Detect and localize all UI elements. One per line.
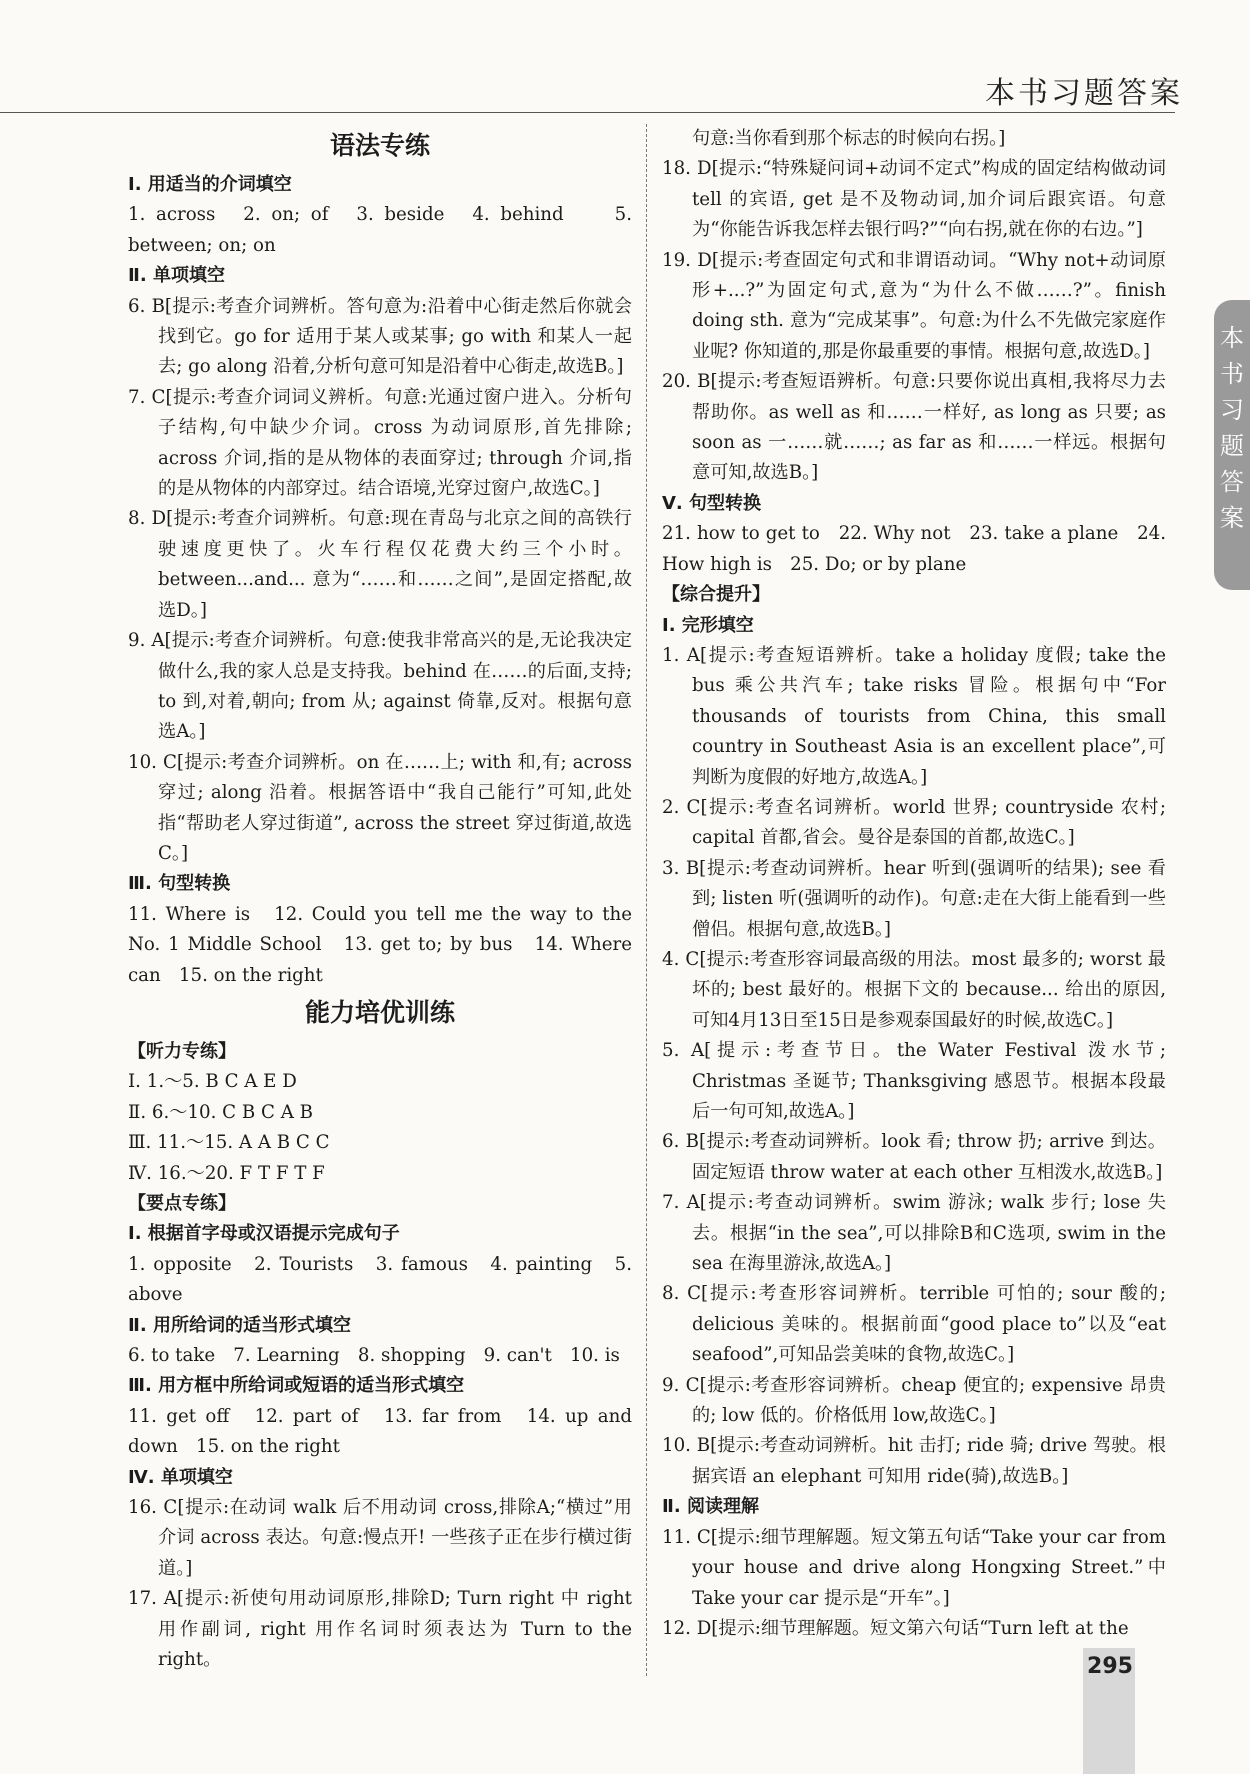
- answer-item: 7. C[提示:考查介词词义辨析。句意:光通过窗户进入。分析句子结构,句中缺少介词。cross 为动词原形,首先排除; across 介词,指的是从物体的表面穿过; through 介词,指的是从物体的内部穿过。结合语境,光穿过窗户,故选C。]: [128, 386, 632, 500]
- right-column: [662, 124, 1166, 1644]
- answer-item: 18. D[提示:“特殊疑问词+动词不定式”构成的固定结构做动词 tell 的宾语, get 是不及物动词,加介词后跟宾语。句意为“你能告诉我怎样去银行吗?”“向右拐,就在你的右边。”]: [662, 158, 1166, 241]
- answer-item: 4. C[提示:考查形容词最高级的用法。most 最多的; worst 最坏的; best 最好的。根据下文的 because... 给出的原因,可知4月13日至15日是参观泰国最好的时候,故选C。]: [662, 948, 1166, 1031]
- answer-item: 7. A[提示:考查动词辨析。swim 游泳; walk 步行; lose 失去。根据“in the sea”,可以排除B和C选项, swim in the sea 在海里游泳,故选A。]: [662, 1192, 1166, 1275]
- answer-item: 9. A[提示:考查介词辨析。句意:使我非常高兴的是,无论我决定做什么,我的家人总是支持我。behind 在……的后面,支持; to 到,对着,朝向; from 从; against 倚靠,反对。根据句意选A。]: [128, 630, 632, 743]
- answer-line: 11. Where is 12. Could you tell me the way to the No. 1 Middle School 13. get to; by bus 14. Where can 15. on the right: [128, 903, 632, 986]
- page-number: 295: [1087, 1654, 1133, 1679]
- subsection-heading: Ⅱ. 单项填空: [128, 265, 225, 287]
- subsection-heading: 【综合提升】: [662, 584, 770, 606]
- answer-item: 11. C[提示:细节理解题。短文第五句话“Take your car from your house and drive along Hongxing Street.”中 Take your car 提示是“开车”。]: [662, 1526, 1166, 1609]
- answer-line: Ⅳ. 16.～20. F T F T F: [128, 1162, 325, 1184]
- answer-item: 3. B[提示:考查动词辨析。hear 听到(强调听的结果); see 看到; listen 听(强调听的动作)。句意:走在大街上能看到一些僧侣。根据句意,故选B。]: [662, 857, 1166, 940]
- answer-item: 10. B[提示:考查动词辨析。hit 击打; ride 骑; drive 驾驶。根据宾语 an elephant 可知用 ride(骑),故选B。]: [662, 1435, 1166, 1487]
- answer-item: 19. D[提示:考查固定句式和非谓语动词。“Why not+动词原形+...?”为固定句式,意为“为什么不做……?”。finish doing sth. 意为“完成某事”。句意:为什么不先做完家庭作业呢? 你知道的,那是你最重要的事情。根据句意,故选D。]: [662, 249, 1166, 362]
- subsection-heading: Ⅲ. 句型转换: [128, 873, 231, 895]
- answer-item: 20. B[提示:考查短语辨析。句意:只要你说出真相,我将尽力去帮助你。as well as 和……一样好, as long as 只要; as soon as 一……就……; as far as 和……一样远。根据句意可知,故选B。]: [662, 371, 1166, 484]
- section-title: 语法专练: [329, 131, 430, 160]
- answer-item: 12. D[提示:细节理解题。短文第六句话“Turn left at the: [662, 1617, 1129, 1639]
- answer-line: Ⅰ. 1.～5. B C A E D: [128, 1071, 297, 1093]
- answer-item: 6. B[提示:考查介词辨析。答句意为:沿着中心街走然后你就会找到它。go for 适用于某人或某事; go with 和某人一起去; go along 沿着,分析句意可知是沿着中心街走,故选B。]: [128, 295, 632, 378]
- answer-item: 6. B[提示:考查动词辨析。look 看; throw 扔; arrive 到达。固定短语 throw water at each other 互相泼水,故选B。]: [662, 1131, 1166, 1183]
- answer-line: 1. across 2. on; of 3. beside 4. behind 5. between; on; on: [128, 204, 632, 256]
- answer-item: 17. A[提示:祈使句用动词原形,排除D; Turn right 中 right 用作副词, right 用作名词时须表达为 Turn to the right。: [128, 1588, 632, 1671]
- answer-item: 9. C[提示:考查形容词辨析。cheap 便宜的; expensive 昂贵的; low 低的。价格低用 low,故选C。]: [662, 1374, 1166, 1427]
- answer-line: Ⅲ. 11.～15. A A B C C: [128, 1132, 330, 1154]
- subsection-heading: Ⅱ. 阅读理解: [662, 1496, 759, 1518]
- subsection-heading: Ⅰ. 根据首字母或汉语提示完成句子: [128, 1223, 400, 1245]
- subsection-heading: 【听力专练】: [128, 1040, 236, 1062]
- answer-item: 10. C[提示:考查介词辨析。on 在……上; with 和,有; across 穿过; along 沿着。根据答语中“我自己能行”可知,此处指“帮助老人穿过街道”, across the street 穿过街道,故选C。]: [128, 751, 632, 864]
- answer-item: 8. D[提示:考查介词辨析。句意:现在青岛与北京之间的高铁行驶速度更快了。火车行程仅花费大约三个小时。between...and... 意为“……和……之间”,是固定搭配,故选D。]: [128, 508, 632, 621]
- answer-item: 5. A[提示:考查节日。the Water Festival 泼水节; Christmas 圣诞节; Thanksgiving 感恩节。根据本段最后一句可知,故选A。]: [662, 1040, 1166, 1122]
- answer-line: Ⅱ. 6.～10. C B C A B: [128, 1101, 313, 1123]
- answer-line: 6. to take 7. Learning 8. shopping 9. can't 10. is: [128, 1345, 620, 1367]
- answer-continuation: 句意:当你看到那个标志的时候向右拐。]: [692, 128, 1006, 149]
- subsection-heading: Ⅳ. 单项填空: [128, 1466, 233, 1488]
- answer-line: 21. how to get to 22. Why not 23. take a plane 24. How high is 25. Do; or by plane: [662, 523, 1166, 575]
- side-tab: [1214, 300, 1250, 590]
- answer-line: 11. get off 12. part of 13. far from 14. up and down 15. on the right: [128, 1405, 632, 1458]
- subsection-heading: Ⅱ. 用所给词的适当形式填空: [128, 1314, 351, 1336]
- section-title: 能力培优训练: [304, 997, 455, 1027]
- header-title: 本书习题答案: [985, 76, 1183, 111]
- subsection-heading: Ⅲ. 用方框中所给词或短语的适当形式填空: [128, 1375, 465, 1397]
- subsection-heading: Ⅰ. 完形填空: [662, 614, 754, 636]
- side-tab-label: 本书习题答案: [1220, 324, 1244, 532]
- subsection-heading: Ⅴ. 句型转换: [662, 492, 762, 514]
- answer-item: 16. C[提示:在动词 walk 后不用动词 cross,排除A;“横过”用介词 across 表达。句意:慢点开! 一些孩子正在步行横过街道。]: [128, 1497, 632, 1579]
- answer-item: 1. A[提示:考查短语辨析。take a holiday 度假; take the bus 乘公共汽车; take risks 冒险。根据句中“For thousands of tourists from China, this small country in Southeast Asia is an excellent place”,可判断为度假的好地方,故选A。]: [662, 644, 1166, 788]
- header-rule: [0, 112, 1175, 113]
- subsection-heading: Ⅰ. 用适当的介词填空: [128, 174, 292, 195]
- subsection-heading: 【要点专练】: [128, 1193, 236, 1214]
- answer-item: 2. C[提示:考查名词辨析。world 世界; countryside 农村; capital 首都,省会。曼谷是泰国的首都,故选C。]: [662, 796, 1166, 849]
- left-column: [128, 124, 632, 1676]
- column-divider: [646, 124, 647, 1676]
- answer-line: 1. opposite 2. Tourists 3. famous 4. painting 5. above: [128, 1253, 632, 1306]
- answer-item: 8. C[提示:考查形容词辨析。terrible 可怕的; sour 酸的; delicious 美味的。根据前面“good place to”以及“eat seafood”,可知品尝美味的食物,故选C。]: [662, 1283, 1166, 1366]
